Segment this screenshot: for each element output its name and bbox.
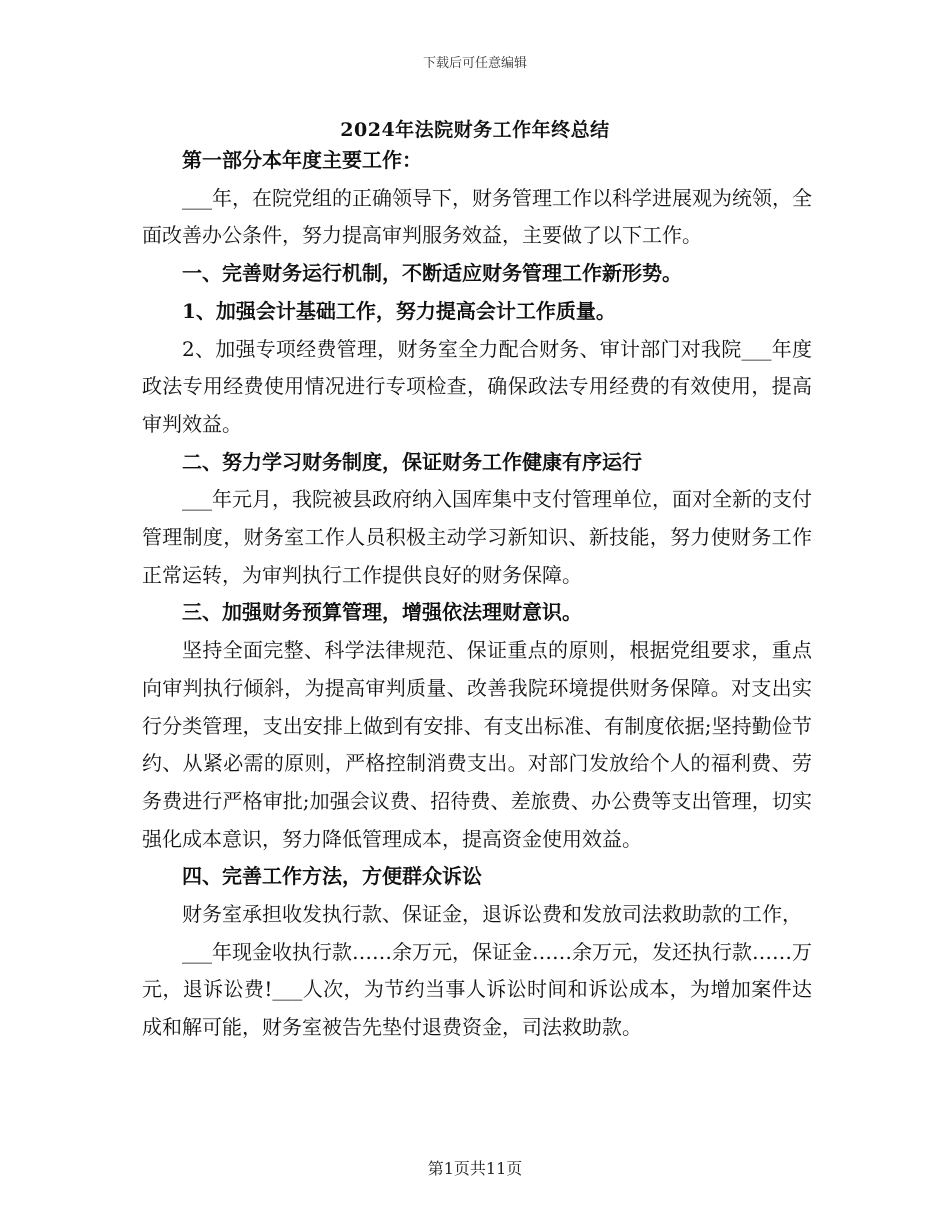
section-heading: 第一部分本年度主要工作：	[182, 148, 422, 172]
section-heading: 四、完善工作方法，方便群众诉讼	[182, 864, 482, 889]
document-body	[142, 142, 812, 1047]
section-heading: 二、努力学习财务制度，保证财务工作健康有序运行	[182, 449, 642, 474]
section-heading: 1、加强会计基础工作，努力提高会计工作质量。	[182, 298, 616, 323]
body-paragraph: 坚持全面完整、科学法律规范、保证重点的原则，根据党组要求，重点向审判执行倾斜，为提高审判质量、改善我院环境提供财务保障。对支出实行分类管理，支出安排上做到有安排、有支出标准、有制度依据;坚持勤俭节约、从紧必需的原则，严格控制消费支出。对部门发放给个人的福利费、劳务费进行严格审批;加强会议费、招待费、差旅费、办公费等支出管理，切实强化成本意识，努力降低管理成本，提高资金使用效益。	[142, 638, 812, 851]
body-paragraph: ___年元月，我院被县政府纳入国库集中支付管理单位，面对全新的支付管理制度，财务室工作人员积极主动学习新知识、新技能，努力使财务工作正常运转，为审判执行工作提供良好的财务保障。	[142, 487, 812, 587]
body-paragraph: ___年，在院党组的正确领导下，财务管理工作以科学进展观为统领，全面改善办公条件，努力提高审判服务效益，主要做了以下工作。	[142, 185, 812, 248]
body-paragraph: 财务室承担收发执行款、保证金，退诉讼费和发放司法救助款的工作，	[182, 902, 802, 927]
section-heading: 一、完善财务运行机制，不断适应财务管理工作新形势。	[182, 261, 682, 286]
document-title: 2024年法院财务工作年终总结	[340, 119, 610, 141]
page-number: 第1页共11页	[427, 1159, 523, 1178]
section-heading: 三、加强财务预算管理，增强依法理财意识。	[182, 600, 582, 625]
body-paragraph: 2、加强专项经费管理，财务室全力配合财务、审计部门对我院___年度政法专用经费使用情况进行专项检查，确保政法专用经费的有效使用，提高审判效益。	[142, 336, 812, 436]
body-paragraph: ___年现金收执行款……余万元，保证金……余万元，发还执行款……万元，退诉讼费!___人次，为节约当事人诉讼时间和诉讼成本，为增加案件达成和解可能，财务室被告先垫付退费资金，司法救助款。	[142, 939, 812, 1040]
download-note: 下载后可任意编辑	[422, 56, 527, 71]
